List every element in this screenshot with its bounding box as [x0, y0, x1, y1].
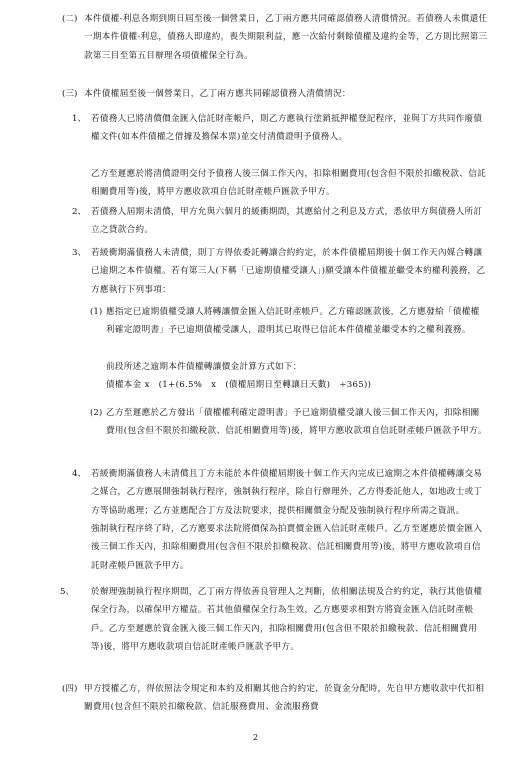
item-5-text: 於辦理強制執行程序期間，乙丁兩方得依善良管理人之判斷，依相關法規及合約約定，執行其他債權保全行為，以確保甲方權益。若其他債權保全行為生效，乙方應要求相對方將資金匯入信託財產帳戶。乙方至遲應於資金匯入後三個工作天內，扣除相關費用(包含但不限於扣繳稅款、信託相關費用等)後，將甲方應收款項自信託財產帳戶匯款予甲方。	[91, 587, 483, 652]
subitem-1-text: 應指定已逾期債權受讓人將轉讓價金匯入信託財產帳戶。乙方確認匯款後，乙方應發給「債權權利確定證明書」予已逾期債權受讓人，證明其已取得已信託本件債權並繼受本約之權利義務。	[106, 307, 480, 336]
item-marker-2: 2、	[72, 207, 87, 217]
item-marker-4: 4、	[72, 469, 87, 479]
subitem-1-text-2: 前段所述之逾期本件債權轉讓價金計算方式如下：	[106, 362, 302, 372]
page-number: 2	[252, 733, 259, 742]
item-4-text-2: 強制執行程序終了時，乙方應要求法院將價保為拍賣價金匯入信託財產帳戶。乙方至遲應於價金匯入後三個工作天內，扣除相關費用(包含但不限於扣繳稅款、信託相關費用等)後，將甲方應收款項自信託財產帳戶匯款予甲方。	[91, 524, 483, 571]
item-1-text: 若債務人已將清償價金匯入信託財產帳戶，則乙方應執行塗銷抵押權登記程序，並與丁方共同作廢債權文件(如本件債權之借據及擔保本票)並交付清償證明予債務人。	[91, 114, 483, 143]
item-marker-3: 3、	[72, 248, 87, 258]
item-3-text: 若緩衝期滿債務人未清償，則丁方得依委託轉讓合約約定，於本件債權屆期後十個工作天內媒合轉讓已逾期之本件債權。若有第三人(下稱「已逾期債權受讓人」)願受讓本件債權並繼受本約權利義務，乙方應執行下列事項：	[91, 248, 486, 295]
section-3-intro: 本件債權屆至後一個營業日，乙丁兩方應共同確認債務人清償情況：	[84, 89, 351, 99]
section-4-text: 甲方授權乙方，得依照法令規定和本約及相關其他合約約定，於資金分配時，先自甲方應收款中代扣相關費用(包含但不限於扣繳稅款、信託服務費用、金流服務費	[84, 684, 485, 713]
subitem-2-text: 乙方至遲應於乙方發出「債權權利確定證明書」予已逾期債權受讓人後三個工作天內，扣除相關費用(包含但不限於扣繳稅款、信託相關費用等)後，將甲方應收款項自信託財產帳戶匯款予甲方。	[106, 408, 487, 437]
item-4-text: 若緩衝期滿債務人未清償且丁方未能於本件債權屆期後十個工作天內完成已逾期之本件債權轉讓交易之媒合，乙方應展開強制執行程序，強制執行程序，除自行辦理外，乙方得委託他人，如地政士或丁方等協助處理；乙方並應配合丁方及法院要求，提供相關價金分配及強制執行程序所需之資訊。	[91, 469, 483, 516]
item-2-text: 若債務人屆期未清償，甲方允與六個月的緩衝期間，其應給付之利息及方式，悉依甲方與債務人所訂立之貸款合約。	[91, 207, 483, 236]
section-2-text: 本件債權-利息各期到期日屆至後一個營業日，乙丁兩方應共同確認債務人清償情況。若債務人未償還任一期本件債權-利息，債務人即違約，喪失期限利益，應一次給付剩餘債權及違約金等，乙方則比照第三款第三目至第五目辦理各項債權保全行為。	[84, 14, 488, 61]
item-1-text-2: 乙方至遲應於將清償證明交付予債務人後三個工作天內，扣除相關費用(包含但不限於扣繳稅款、信託相關費用等)後，將甲方應收款項自信託財產帳戶匯款予甲方。	[91, 169, 486, 198]
subitem-marker-1: (1)	[90, 307, 103, 317]
section-marker-4: (四)	[62, 684, 78, 694]
subitem-1-formula: 債權本金 x (1+(6.5% x (債權屆期日至轉讓日天數) ÷365))	[106, 380, 372, 390]
subitem-marker-2: (2)	[90, 408, 103, 418]
item-marker-5: 5、	[60, 587, 75, 597]
section-marker-3: (三)	[62, 89, 78, 99]
section-marker-2: (二)	[62, 14, 78, 24]
item-marker-1: 1、	[72, 114, 87, 124]
